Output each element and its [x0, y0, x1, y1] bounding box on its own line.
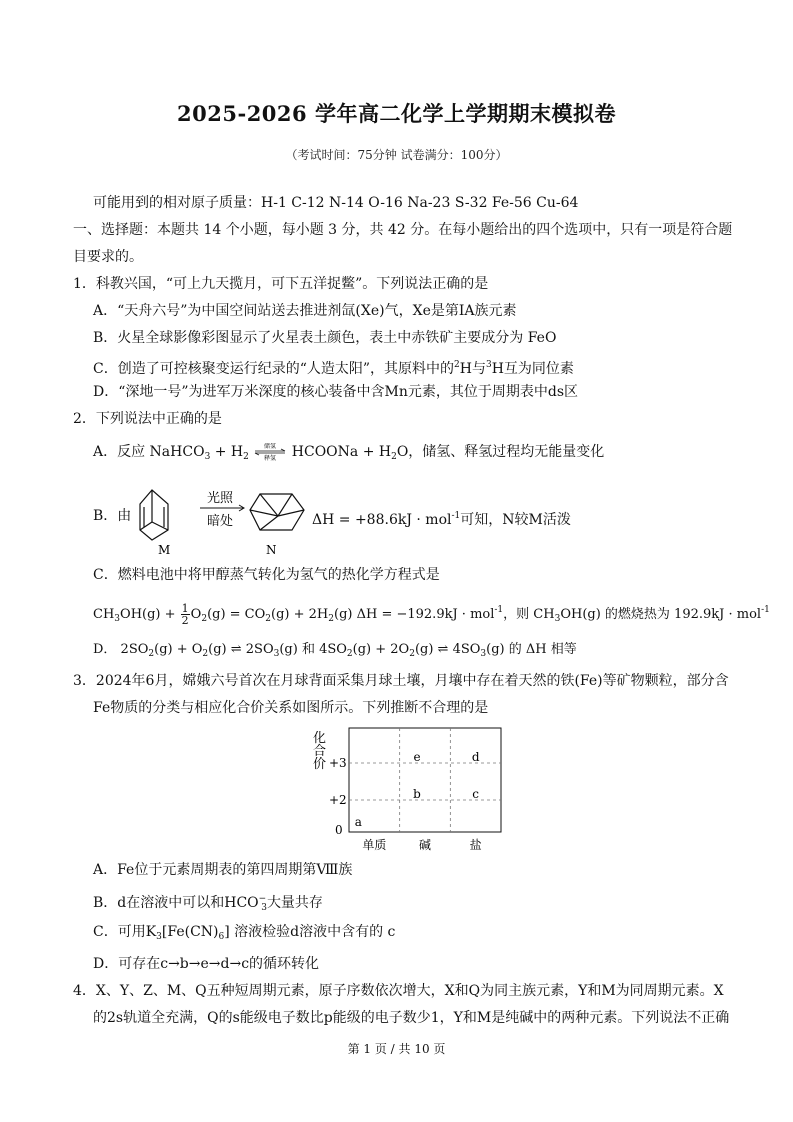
q2-option-b-text: ΔH = +88.6kJ · mol$^{-1}$可知，N较M活泼: [312, 511, 571, 528]
q1-option-a: A．“天舟六号”为中国空间站送去推进剂氙(Xe)气，Xe是第IA族元素: [93, 303, 517, 319]
q2-option-c-equation: $CH_3OH(g)$ + $\frac{1}{2}$ $O_2(g) = CO_2(g) + 2H_2(g) \Delta H = -192.9kJ \cdot mol^{-1}$，则 $CH_3OH(g)$ 的燃烧热为 192.9kJ · mol$^{-1}$: [93, 602, 770, 627]
q3-option-a: A．Fe位于元素周期表的第四周期第Ⅷ族: [93, 862, 353, 878]
molecule-n-label: N: [266, 543, 277, 557]
valence-class-chart: [305, 722, 510, 857]
point-label-d: d: [471, 750, 480, 764]
svg-text:储氢: 储氢: [264, 443, 277, 450]
arrow-label-light: 光照: [206, 491, 234, 506]
q2-option-a: A．反应 NaHCO$_3$ + $H_2$ 储氢 释氢 HCOONa + $H_2O$，储氢、释氢过程均无能量变化: [93, 443, 605, 462]
q4-stem-line2: 的2s轨道全充满，Q的s能级电子数比p能级的电子数少1，Y和M是纯碱中的两种元素。下列说法不正确: [93, 1010, 730, 1026]
q3-option-d: D．可存在c→b→e→d→c的循环转化: [93, 956, 320, 972]
q1-option-d: D．“深地一号”为进军万米深度的核心装备中含Mn元素，其位于周期表中ds区: [93, 384, 579, 400]
q3-option-b: B．d在溶液中可以和$HCO^-_3$大量共存: [93, 894, 323, 913]
xtick-label: 碱: [418, 838, 432, 852]
chart-frame: [349, 728, 501, 832]
molecule-m-structure: [140, 490, 168, 540]
ytick-label: +2: [329, 793, 347, 807]
q2-option-d: D． $2SO_2(g) + O_2(g)$ ⇌ $2SO_3(g)$ 和 $4SO_2(g) + 2O_2(g)$ ⇌ $4SO_3(g)$ 的 ΔH 相等: [93, 642, 577, 659]
page-title: 2025-2026 学年高二化学上学期期末模拟卷: [177, 101, 616, 126]
q3-stem-line1: 3．2024年6月，嫦娥六号首次在月球背面采集月球土壤，月壤中存在着天然的铁(Fe)等矿物颗粒，部分含: [73, 673, 729, 689]
q1-option-b: B．火星全球影像彩图显示了火星表土颜色，表土中赤铁矿主要成分为 FeO: [93, 330, 557, 346]
svg-text:释氢: 释氢: [264, 455, 277, 461]
ytick-label: 0: [335, 823, 343, 837]
q2-option-b-label: B．由: [93, 508, 132, 524]
exam-info: （考试时间：75分钟 试卷满分：100分）: [285, 148, 508, 162]
atomic-masses: 可能用到的相对原子质量：H-1 C-12 N-14 O-16 Na-23 S-32 Fe-56 Cu-64: [93, 195, 579, 211]
point-label-e: e: [413, 750, 421, 764]
xtick-label: 单质: [362, 838, 387, 852]
q3-stem-line2: Fe物质的分类与相应化合价关系如图所示。下列推断不合理的是: [93, 700, 489, 716]
molecule-n-structure: [250, 494, 304, 530]
q2-option-c-stem: C．燃料电池中将甲醇蒸气转化为氢气的热化学方程式是: [93, 567, 440, 583]
arrow-label-dark: 暗处: [206, 514, 234, 529]
point-label-b: b: [413, 787, 421, 801]
q1-option-c: C．创造了可控核聚变运行纪录的“人造太阳”，其原料中的$^2$H与$^3$H互为同位素: [93, 360, 574, 377]
section-heading-line2: 目要求的。: [73, 249, 143, 265]
molecule-m-label: M: [158, 543, 171, 557]
page-footer: 第 1 页 / 共 10 页: [347, 1042, 446, 1056]
q4-stem-line1: 4．X、Y、Z、M、Q五种短周期元素，原子序数依次增大，X和Q为同主族元素，Y和M为同周期元素。X: [73, 983, 724, 999]
fraction-one-half: $\frac{1}{2}$: [181, 602, 189, 627]
xtick-label: 盐: [469, 838, 482, 852]
ylabel-char-2: 合: [313, 744, 327, 759]
q2-stem: 2．下列说法中正确的是: [73, 411, 222, 427]
point-label-c: c: [472, 787, 480, 801]
ylabel-char-1: 化: [313, 731, 327, 746]
ylabel-char-3: 价: [313, 757, 327, 772]
q1-stem: 1．科教兴国，“可上九天揽月，可下五洋捉鳖”。下列说法正确的是: [73, 276, 489, 292]
ytick-label: +3: [329, 756, 347, 770]
reversible-arrow-icon: [253, 443, 287, 461]
q3-option-c: C．可用$K_3[Fe(CN)_6]$ 溶液检验d溶液中含有的 c: [93, 924, 396, 942]
section-heading-line1: 一、选择题：本题共 14 个小题，每小题 3 分，共 42 分。在每小题给出的四个选项中，只有一项是符合题: [73, 222, 733, 238]
norbornadiene-quadricyclane-diagram: [128, 472, 308, 560]
point-label-a: a: [354, 815, 362, 829]
